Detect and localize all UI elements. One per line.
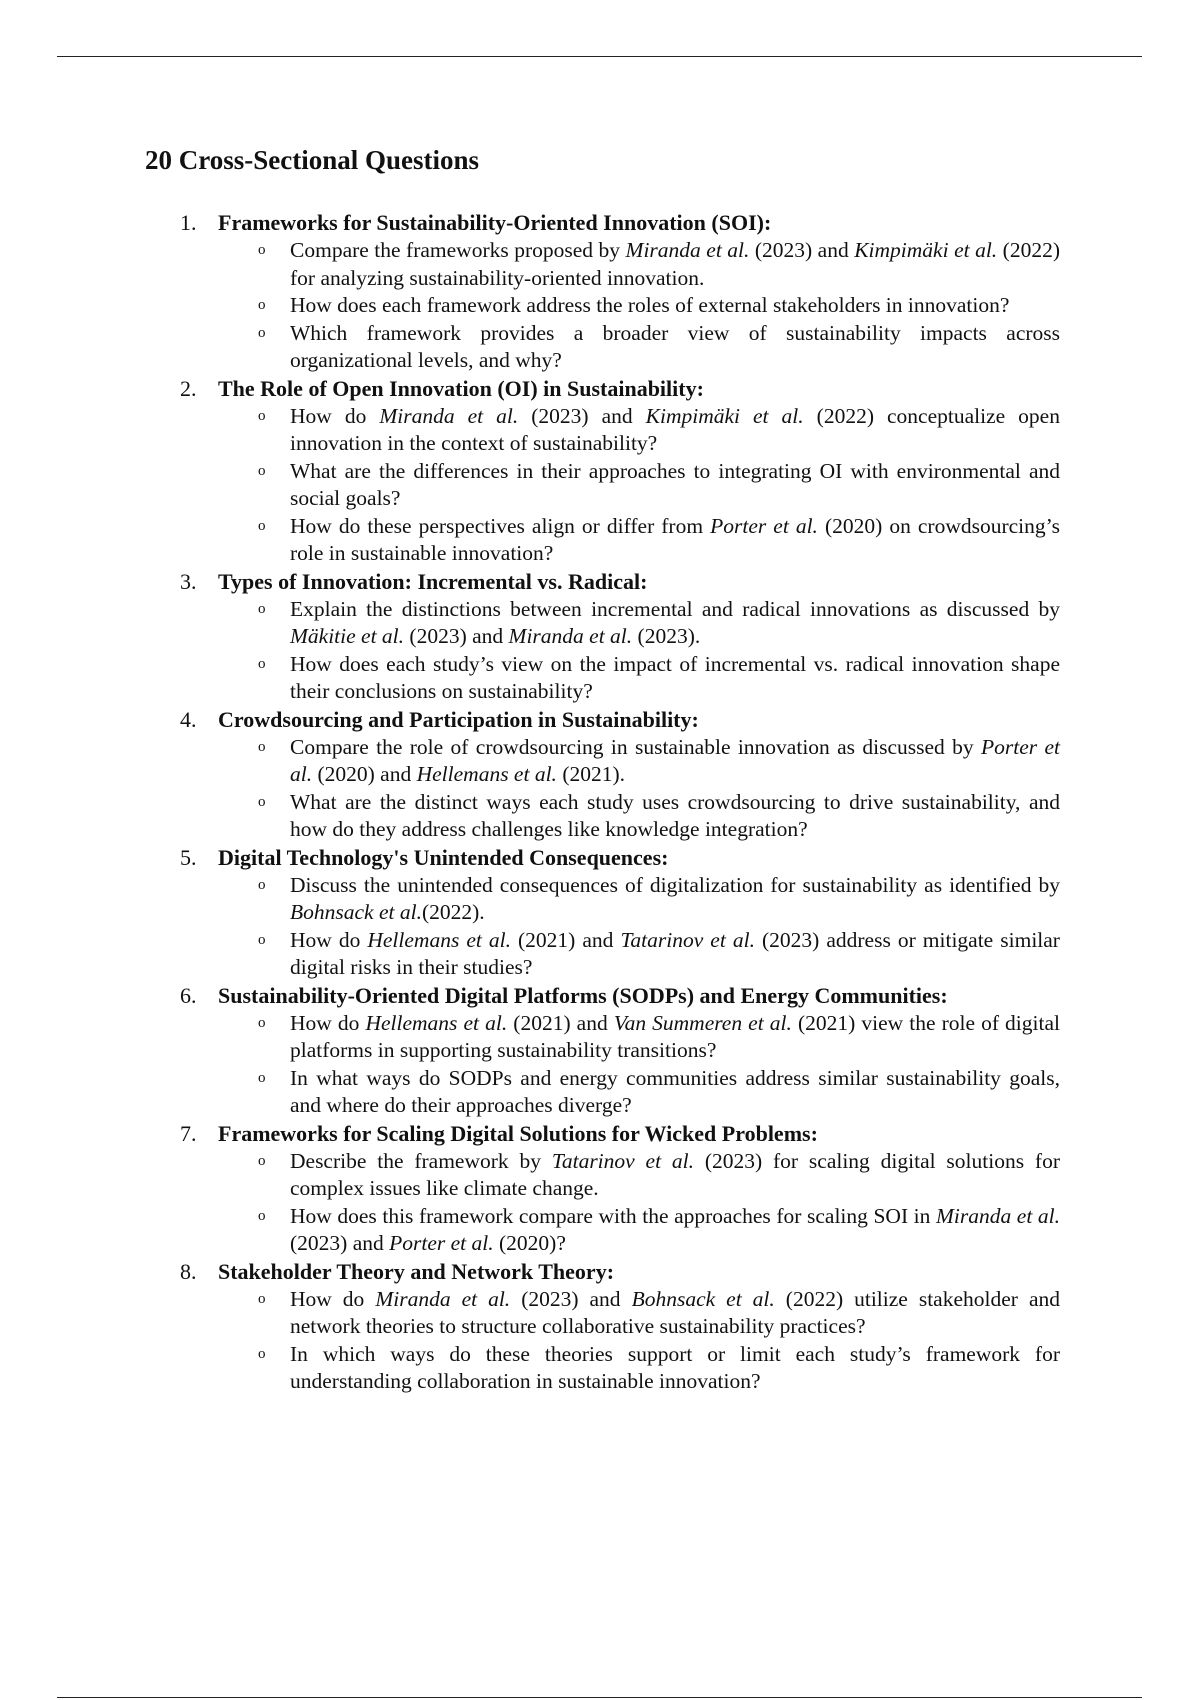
citation-author: Bohnsack et al.	[290, 900, 422, 924]
question-heading	[180, 1120, 1060, 1148]
question-heading-text: Types of Innovation: Incremental vs. Radical:	[218, 568, 648, 594]
sub-question	[256, 1203, 1060, 1258]
text-segment: Compare the frameworks proposed by	[290, 238, 626, 262]
text-segment: Discuss the unintended consequences of digitalization for sustainability as identified by	[290, 872, 1060, 897]
hollow-bullet-icon: o	[258, 407, 266, 424]
sub-question	[256, 237, 1060, 292]
question-item	[180, 375, 1060, 568]
sub-question-text	[290, 403, 1060, 458]
sub-question	[256, 734, 1060, 789]
hollow-bullet-icon: o	[258, 1290, 266, 1307]
sub-question	[256, 1286, 1060, 1341]
question-number: 6.	[180, 982, 197, 1008]
citation-author: Miranda et al.	[508, 624, 633, 648]
hollow-bullet-icon: o	[258, 462, 266, 479]
footer-rule	[57, 1697, 1142, 1698]
sub-question-text	[290, 292, 1060, 320]
text-segment: How do	[290, 1286, 376, 1311]
hollow-bullet-icon: o	[258, 324, 266, 341]
sub-question-text	[290, 734, 1060, 789]
text-segment: (2020) and	[312, 762, 417, 786]
sub-question	[256, 596, 1060, 651]
sub-question-text	[290, 320, 1060, 375]
citation-author: Van Summeren et al.	[613, 1010, 792, 1035]
question-item	[180, 1258, 1060, 1396]
sub-question	[256, 1341, 1060, 1396]
sub-question	[256, 651, 1060, 706]
sub-question-text	[290, 1148, 1060, 1203]
text-segment: What are the distinct ways each study uses crowdsourcing to drive sustainability, and how do they address challenges like knowledge integration?	[290, 789, 1060, 841]
sub-question-text	[290, 1203, 1060, 1258]
question-heading-text: Digital Technology's Unintended Consequences:	[218, 844, 669, 870]
sub-question	[256, 403, 1060, 458]
sub-question	[256, 1010, 1060, 1065]
text-segment: (2021) and	[507, 1010, 614, 1035]
question-heading	[180, 1258, 1060, 1286]
text-segment: (2023) and	[749, 238, 855, 262]
text-segment: How do	[290, 1010, 366, 1035]
sub-question-text	[290, 458, 1060, 513]
sub-question-list	[180, 1286, 1060, 1396]
text-segment: How does this framework compare with the approaches for scaling SOI in	[290, 1203, 936, 1228]
sub-question-text	[290, 1010, 1060, 1065]
citation-author: Hellemans et al.	[365, 1010, 508, 1035]
text-segment: Explain the distinctions between incremental and radical innovations as discussed by	[290, 596, 1060, 621]
sub-question	[256, 927, 1060, 982]
sub-question	[256, 1065, 1060, 1120]
citation-author: Mäkitie et al.	[290, 624, 405, 648]
citation-author: Porter et al.	[290, 734, 1060, 786]
text-segment: (2023) for scaling digital solutions for complex issues like climate change.	[290, 1148, 1060, 1200]
text-segment: (2021) and	[510, 927, 621, 952]
question-item	[180, 1120, 1060, 1258]
text-segment: (2022).	[421, 900, 485, 924]
text-segment: (2022) for analyzing sustainability-oriented innovation.	[290, 238, 1060, 290]
question-item	[180, 844, 1060, 982]
text-segment: How do these perspectives align or differ from	[290, 513, 711, 538]
citation-author: Tatarinov et al.	[620, 927, 755, 952]
sub-question-text	[290, 651, 1060, 706]
sub-question	[256, 458, 1060, 513]
question-list	[180, 209, 1060, 1396]
citation-author: Miranda et al.	[625, 238, 750, 262]
sub-question-list	[180, 403, 1060, 568]
question-number: 1.	[180, 210, 197, 235]
text-segment: How does each study’s view on the impact of incremental vs. radical innovation shape their conclusions on sustainability?	[290, 651, 1060, 703]
hollow-bullet-icon: o	[258, 1207, 266, 1224]
question-heading	[180, 844, 1060, 872]
question-heading	[180, 568, 1060, 596]
question-item	[180, 706, 1060, 844]
text-segment: How does each framework address the roles of external stakeholders in innovation?	[290, 293, 1010, 317]
citation-author: Hellemans et al.	[416, 762, 557, 786]
sub-question-text	[290, 513, 1060, 568]
question-item	[180, 982, 1060, 1120]
text-segment: (2021).	[556, 762, 626, 786]
question-item	[180, 209, 1060, 375]
hollow-bullet-icon: o	[258, 738, 266, 755]
question-heading-text: Sustainability-Oriented Digital Platforms (SODPs) and Energy Communities:	[218, 982, 948, 1008]
citation-author: Miranda et al.	[379, 403, 519, 428]
citation-author: Hellemans et al.	[367, 927, 511, 952]
question-number: 5.	[180, 844, 197, 870]
hollow-bullet-icon: o	[258, 1152, 266, 1169]
text-segment: (2020)?	[493, 1231, 566, 1255]
text-segment: In what ways do SODPs and energy communities address similar sustainability goals, and where do their approaches diverge?	[290, 1065, 1060, 1117]
text-segment: Describe the framework by	[290, 1148, 552, 1173]
sub-question-text	[290, 789, 1060, 844]
text-segment: (2023) address or mitigate similar digital risks in their studies?	[290, 927, 1060, 979]
text-segment: (2023) and	[290, 1231, 390, 1255]
hollow-bullet-icon: o	[258, 931, 266, 948]
sub-question-list	[180, 1010, 1060, 1120]
hollow-bullet-icon: o	[258, 517, 266, 534]
sub-question-text	[290, 927, 1060, 982]
question-heading	[180, 209, 1060, 237]
text-segment: How do	[290, 403, 380, 428]
sub-question	[256, 789, 1060, 844]
page-title: 20 Cross-Sectional Questions	[145, 145, 480, 175]
sub-question-list	[180, 1148, 1060, 1258]
question-number: 4.	[180, 706, 197, 732]
hollow-bullet-icon: o	[258, 1069, 266, 1086]
text-segment: (2023) and	[510, 1286, 632, 1311]
text-segment: (2020) on crowdsourcing’s role in sustainable innovation?	[290, 513, 1060, 565]
sub-question-text	[290, 872, 1060, 927]
citation-author: Miranda et al.	[935, 1203, 1060, 1228]
question-item	[180, 568, 1060, 706]
text-segment: Compare the role of crowdsourcing in sustainable innovation as discussed by	[290, 734, 981, 759]
text-segment: In which ways do these theories support or limit each study’s framework for understanding collaboration in sustainable innovation?	[290, 1341, 1060, 1393]
hollow-bullet-icon: o	[258, 793, 266, 810]
header-rule	[57, 56, 1142, 57]
text-segment: (2022) conceptualize open innovation in the context of sustainability?	[290, 403, 1060, 455]
sub-question	[256, 292, 1060, 320]
hollow-bullet-icon: o	[258, 297, 266, 313]
sub-question-list	[180, 237, 1060, 375]
hollow-bullet-icon: o	[258, 1014, 266, 1031]
question-number: 8.	[180, 1258, 197, 1284]
citation-author: Miranda et al.	[375, 1286, 511, 1311]
sub-question-text	[290, 1065, 1060, 1120]
text-segment: (2023) and	[404, 624, 509, 648]
question-heading-text: The Role of Open Innovation (OI) in Sustainability:	[218, 375, 704, 401]
hollow-bullet-icon: o	[258, 242, 266, 258]
text-segment: (2023).	[632, 624, 701, 648]
question-heading-text: Frameworks for Sustainability-Oriented Innovation (SOI):	[218, 210, 772, 235]
sub-question	[256, 320, 1060, 375]
citation-author: Tatarinov et al.	[551, 1148, 694, 1173]
hollow-bullet-icon: o	[258, 600, 266, 617]
question-number: 3.	[180, 568, 197, 594]
sub-question-text	[290, 1286, 1060, 1341]
question-heading-text: Stakeholder Theory and Network Theory:	[218, 1258, 615, 1284]
text-segment: (2023) and	[518, 403, 646, 428]
sub-question-text	[290, 596, 1060, 651]
text-segment: (2022) utilize stakeholder and network theories to structure collaborative sustainability practices?	[290, 1286, 1060, 1338]
sub-question	[256, 1148, 1060, 1203]
sub-question-text	[290, 237, 1060, 292]
citation-author: Porter et al.	[389, 1231, 494, 1255]
text-segment: (2021) view the role of digital platforms in supporting sustainability transitions?	[290, 1010, 1060, 1062]
sub-question-text	[290, 1341, 1060, 1396]
question-heading	[180, 375, 1060, 403]
text-segment: What are the differences in their approaches to integrating OI with environmental and social goals?	[290, 458, 1060, 510]
sub-question-list	[180, 872, 1060, 982]
hollow-bullet-icon: o	[258, 1345, 266, 1362]
hollow-bullet-icon: o	[258, 655, 266, 672]
citation-author: Bohnsack et al.	[631, 1286, 775, 1311]
question-heading	[180, 706, 1060, 734]
citation-author: Porter et al.	[710, 513, 818, 538]
citation-author: Kimpimäki et al.	[645, 403, 804, 428]
question-number: 7.	[180, 1120, 197, 1146]
question-number: 2.	[180, 375, 197, 401]
sub-question	[256, 872, 1060, 927]
question-heading-text: Crowdsourcing and Participation in Sustainability:	[218, 706, 699, 732]
citation-author: Kimpimäki et al.	[854, 238, 998, 262]
text-segment: Which framework provides a broader view of sustainability impacts across organizational levels, and why?	[290, 320, 1060, 372]
hollow-bullet-icon: o	[258, 876, 266, 893]
sub-question-list	[180, 596, 1060, 706]
question-heading	[180, 982, 1060, 1010]
sub-question	[256, 513, 1060, 568]
text-segment: How do	[290, 927, 368, 952]
question-heading-text: Frameworks for Scaling Digital Solutions for Wicked Problems:	[218, 1120, 818, 1146]
sub-question-list	[180, 734, 1060, 844]
